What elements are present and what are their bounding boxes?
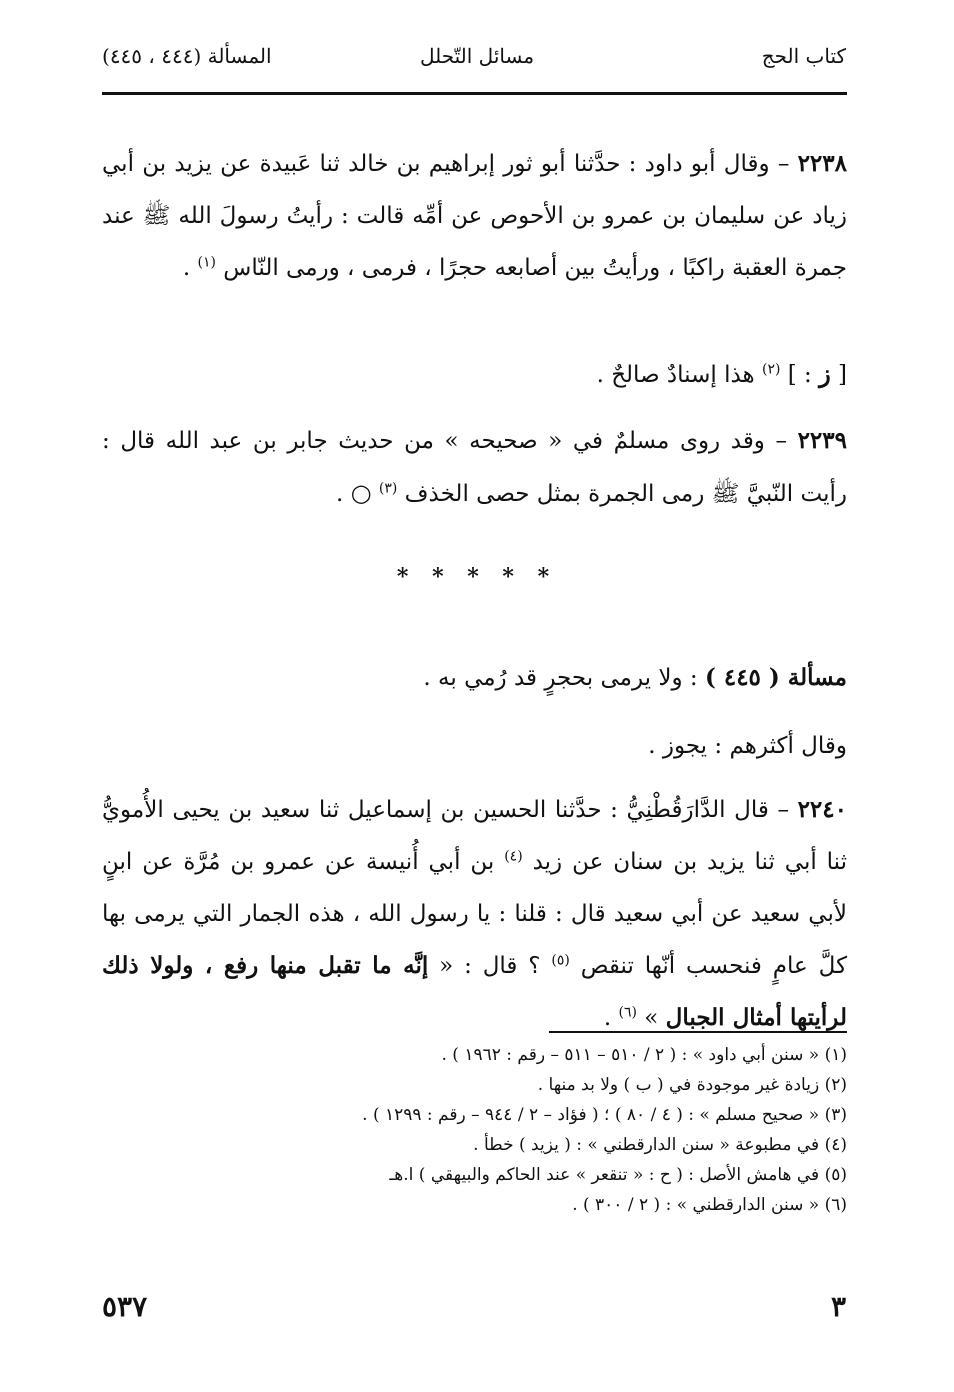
footnote-3: (٣) « صحيح مسلم » : ( ٤ / ٨٠ ) ؛ ( فؤاد – ٢ / ٩٤٤ – رقم : ١٢٩٩ ) . xyxy=(362,1105,847,1125)
hadith-quote: إنَّه ما تقبل منها رفع ، ولولا ذلك لرأيتها أمثال الجبال xyxy=(102,952,847,1031)
header-chapter-title: مسائل التّحلل xyxy=(419,44,535,68)
header-issue-range: المسألة (٤٤٤ ، ٤٤٥) xyxy=(102,44,272,68)
masala-445 xyxy=(102,652,847,704)
hadith-2239 xyxy=(102,415,847,520)
hadith-number: ٢٢٣٩ xyxy=(797,427,847,454)
section-separator: * * * * * xyxy=(396,564,558,590)
akthar-statement: وقال أكثرهم : يجوز . xyxy=(648,733,847,759)
footnote-5: (٥) في هامش الأصل : ( ح : « تنقعر » عند الحاكم والبيهقي ) ا.هـ xyxy=(389,1165,847,1185)
footnote-6: (٦) « سنن الدارقطني » : ( ٢ / ٣٠٠ ) . xyxy=(572,1195,847,1215)
footnote-ref-2: (٢) xyxy=(761,361,781,378)
header-rule xyxy=(102,92,847,95)
hadith-number: ٢٢٤٠ xyxy=(797,796,847,823)
bracket-open: [ xyxy=(830,362,847,388)
volume-number: ٣ xyxy=(830,1290,846,1323)
masala-label: مسألة ( ٤٤٥ ) xyxy=(704,664,847,691)
zawaid-note xyxy=(102,348,847,401)
footnote-2: (٢) زيادة غير موجودة في ( ب ) ولا بد منها . xyxy=(537,1075,847,1095)
hadith-number: ٢٢٣٨ xyxy=(797,150,847,177)
hadith-2240 xyxy=(102,784,847,1044)
hadith-text: – وقال أبو داود : حدَّثنا أبو ثور إبراهيم بن خالد ثنا عَبيدة عن يزيد بن أبي زياد عن سليمان بن عمرو بن الأحوص عن أمِّه قالت : رأيتُ رسولَ الله ﷺ عند جمرة العقبة راكبًا ، ورأيتُ بين أصابعه حجرًا ، فرمى ، ورمى النّاس xyxy=(102,151,847,281)
footnote-rule xyxy=(549,1031,847,1033)
footnote-ref-1: (١) xyxy=(197,254,216,271)
hadith-end: . xyxy=(603,1005,619,1031)
hadith-text-2: بن أبي أُنيسة عن عمرو بن مُرَّة عن ابنٍ لأبي سعيد عن أبي سعيد قال : قلنا : يا رسول الله ، هذه الجمار التي يرمى بها كلَّ عامٍ فنحسب أنّها تنقص xyxy=(102,849,848,979)
footnotes xyxy=(102,1040,847,1220)
masala-text: : ولا يرمى بحجرٍ قد رُمي به . xyxy=(423,665,705,691)
footnote-ref-3: (٣) xyxy=(378,480,398,497)
footnote-1: (١) « سنن أبي داود » : ( ٢ / ٥١٠ – ٥١١ – رقم : ١٩٦٢ ) . xyxy=(441,1045,847,1065)
footnote-ref-5: (٥) xyxy=(551,952,570,969)
zawaid-mark: ز xyxy=(819,359,831,388)
circle-mark-icon: ○ xyxy=(350,479,372,507)
hadith-2238 xyxy=(102,138,847,294)
page-number: ٥٣٧ xyxy=(102,1290,148,1323)
footnote-ref-6: (٦) xyxy=(618,1004,637,1021)
bracket-sep: : ] xyxy=(780,362,820,388)
hadith-text: – قال الدَّارَقُطْنِيُّ : حدَّثنا الحسين بن إسماعيل ثنا سعيد بن يحيى الأُمويُّ ثنا أبي ثنا يزيد بن سنان عن زيد xyxy=(102,797,847,875)
hadith-end: . xyxy=(182,255,198,281)
hadith-text-3: ؟ قال : « xyxy=(428,953,552,979)
hadith-text-4: » xyxy=(644,1005,666,1031)
footnote-ref-4: (٤) xyxy=(504,848,523,865)
zawaid-text: هذا إسنادٌ صالحٌ . xyxy=(596,362,762,388)
hadith-text: – وقد روى مسلمٌ في « صحيحه » من حديث جابر بن عبد الله قال : رأيت النّبيَّ ﷺ رمى الجمرة بمثل حصى الخذف xyxy=(102,428,847,507)
footnote-4: (٤) في مطبوعة « سنن الدارقطني » : ( يزيد ) خطأ . xyxy=(473,1135,847,1155)
header-book-title: كتاب الحج xyxy=(761,44,846,68)
hadith-end: . xyxy=(336,481,351,507)
